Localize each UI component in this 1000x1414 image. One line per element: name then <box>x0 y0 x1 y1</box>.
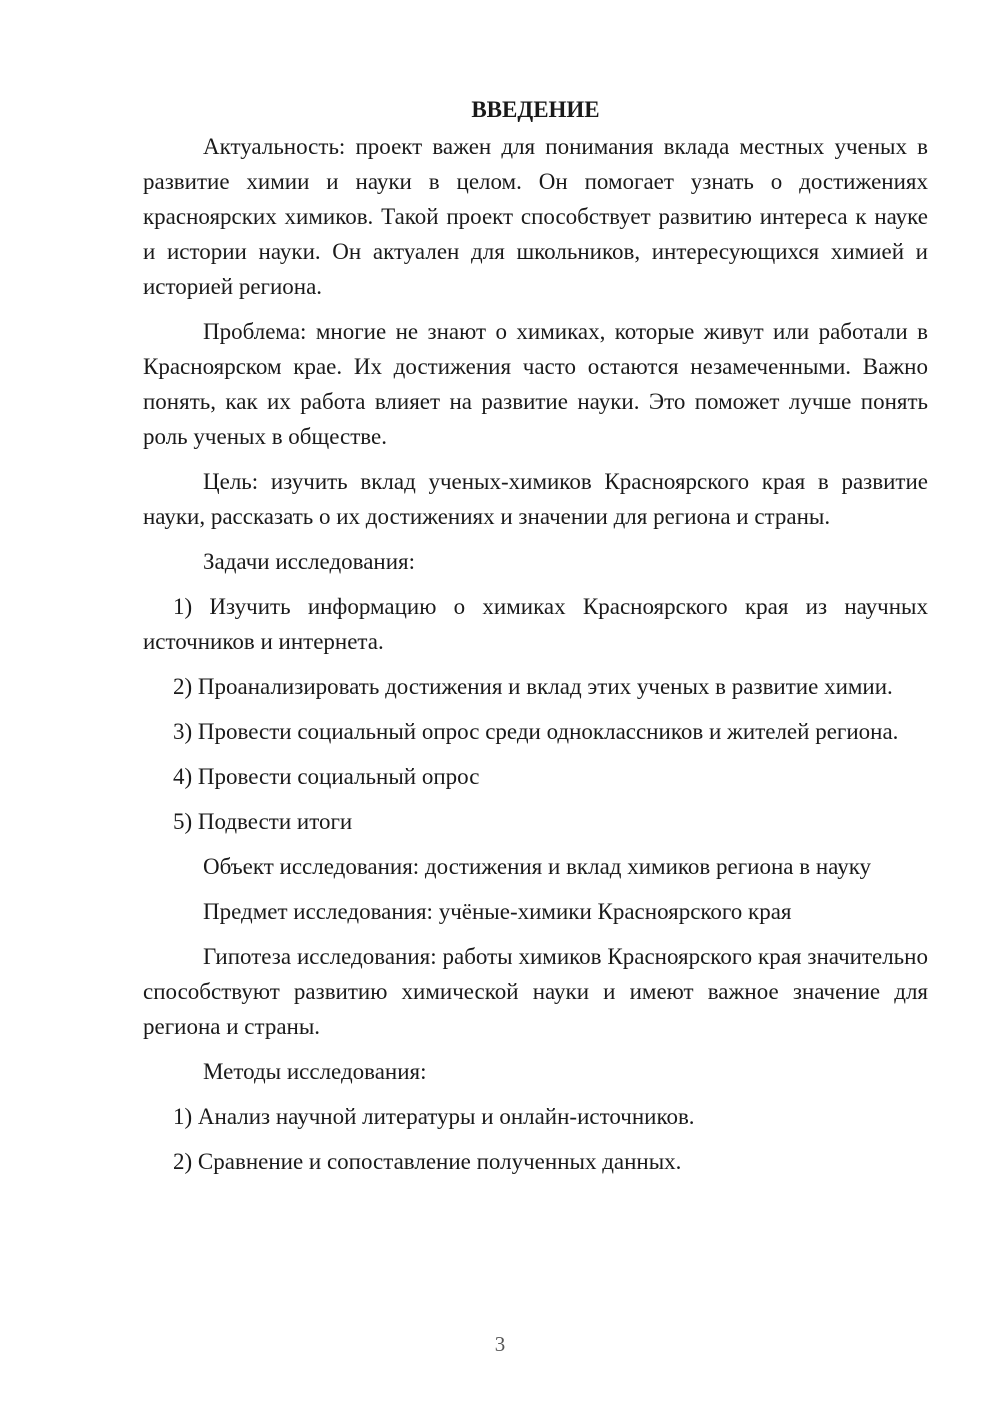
method-item-2: 2) Сравнение и сопоставление полученных данных. <box>173 1149 682 1174</box>
problem-paragraph: Проблема: многие не знают о химиках, которые живут или работали в Красноярском крае. Их достижения часто остаются незамеченными. Важно понять, как их работа влияет на развитие науки. Это поможет лучше понять роль ученых в обществе. <box>143 319 928 449</box>
task-item-2: 2) Проанализировать достижения и вклад этих ученых в развитие химии. <box>173 674 893 699</box>
hypothesis-paragraph: Гипотеза исследования: работы химиков Красноярского края значительно способствуют развитию химической науки и имеют важное значение для региона и страны. <box>143 944 928 1039</box>
goal-paragraph: Цель: изучить вклад ученых-химиков Красноярского края в развитие науки, рассказать о их достижениях и значении для региона и страны. <box>143 469 928 529</box>
relevance-paragraph: Актуальность: проект важен для понимания вклада местных ученых в развитие химии и науки в целом. Он помогает узнать о достижениях красноярских химиков. Такой проект способствует развитию интереса к науке и истории науки. Он актуален для школьников, интересующихся химией и историей региона. <box>143 134 928 299</box>
page-title: ВВЕДЕНИЕ <box>471 97 600 122</box>
document-page <box>143 92 928 1179</box>
task-item-4: 4) Провести социальный опрос <box>173 764 480 789</box>
methods-heading: Методы исследования: <box>203 1059 427 1084</box>
task-item-1: 1) Изучить информацию о химиках Красноярского края из научных источников и интернета. <box>143 594 928 654</box>
task-item-3: 3) Провести социальный опрос среди одноклассников и жителей региона. <box>173 719 899 744</box>
subject-paragraph: Предмет исследования: учёные-химики Красноярского края <box>203 899 792 924</box>
page-number: 3 <box>494 1332 506 1356</box>
object-paragraph: Объект исследования: достижения и вклад химиков региона в науку <box>203 854 872 879</box>
tasks-heading: Задачи исследования: <box>203 549 416 574</box>
method-item-1: 1) Анализ научной литературы и онлайн-источников. <box>173 1104 695 1129</box>
task-item-5: 5) Подвести итоги <box>173 809 353 834</box>
